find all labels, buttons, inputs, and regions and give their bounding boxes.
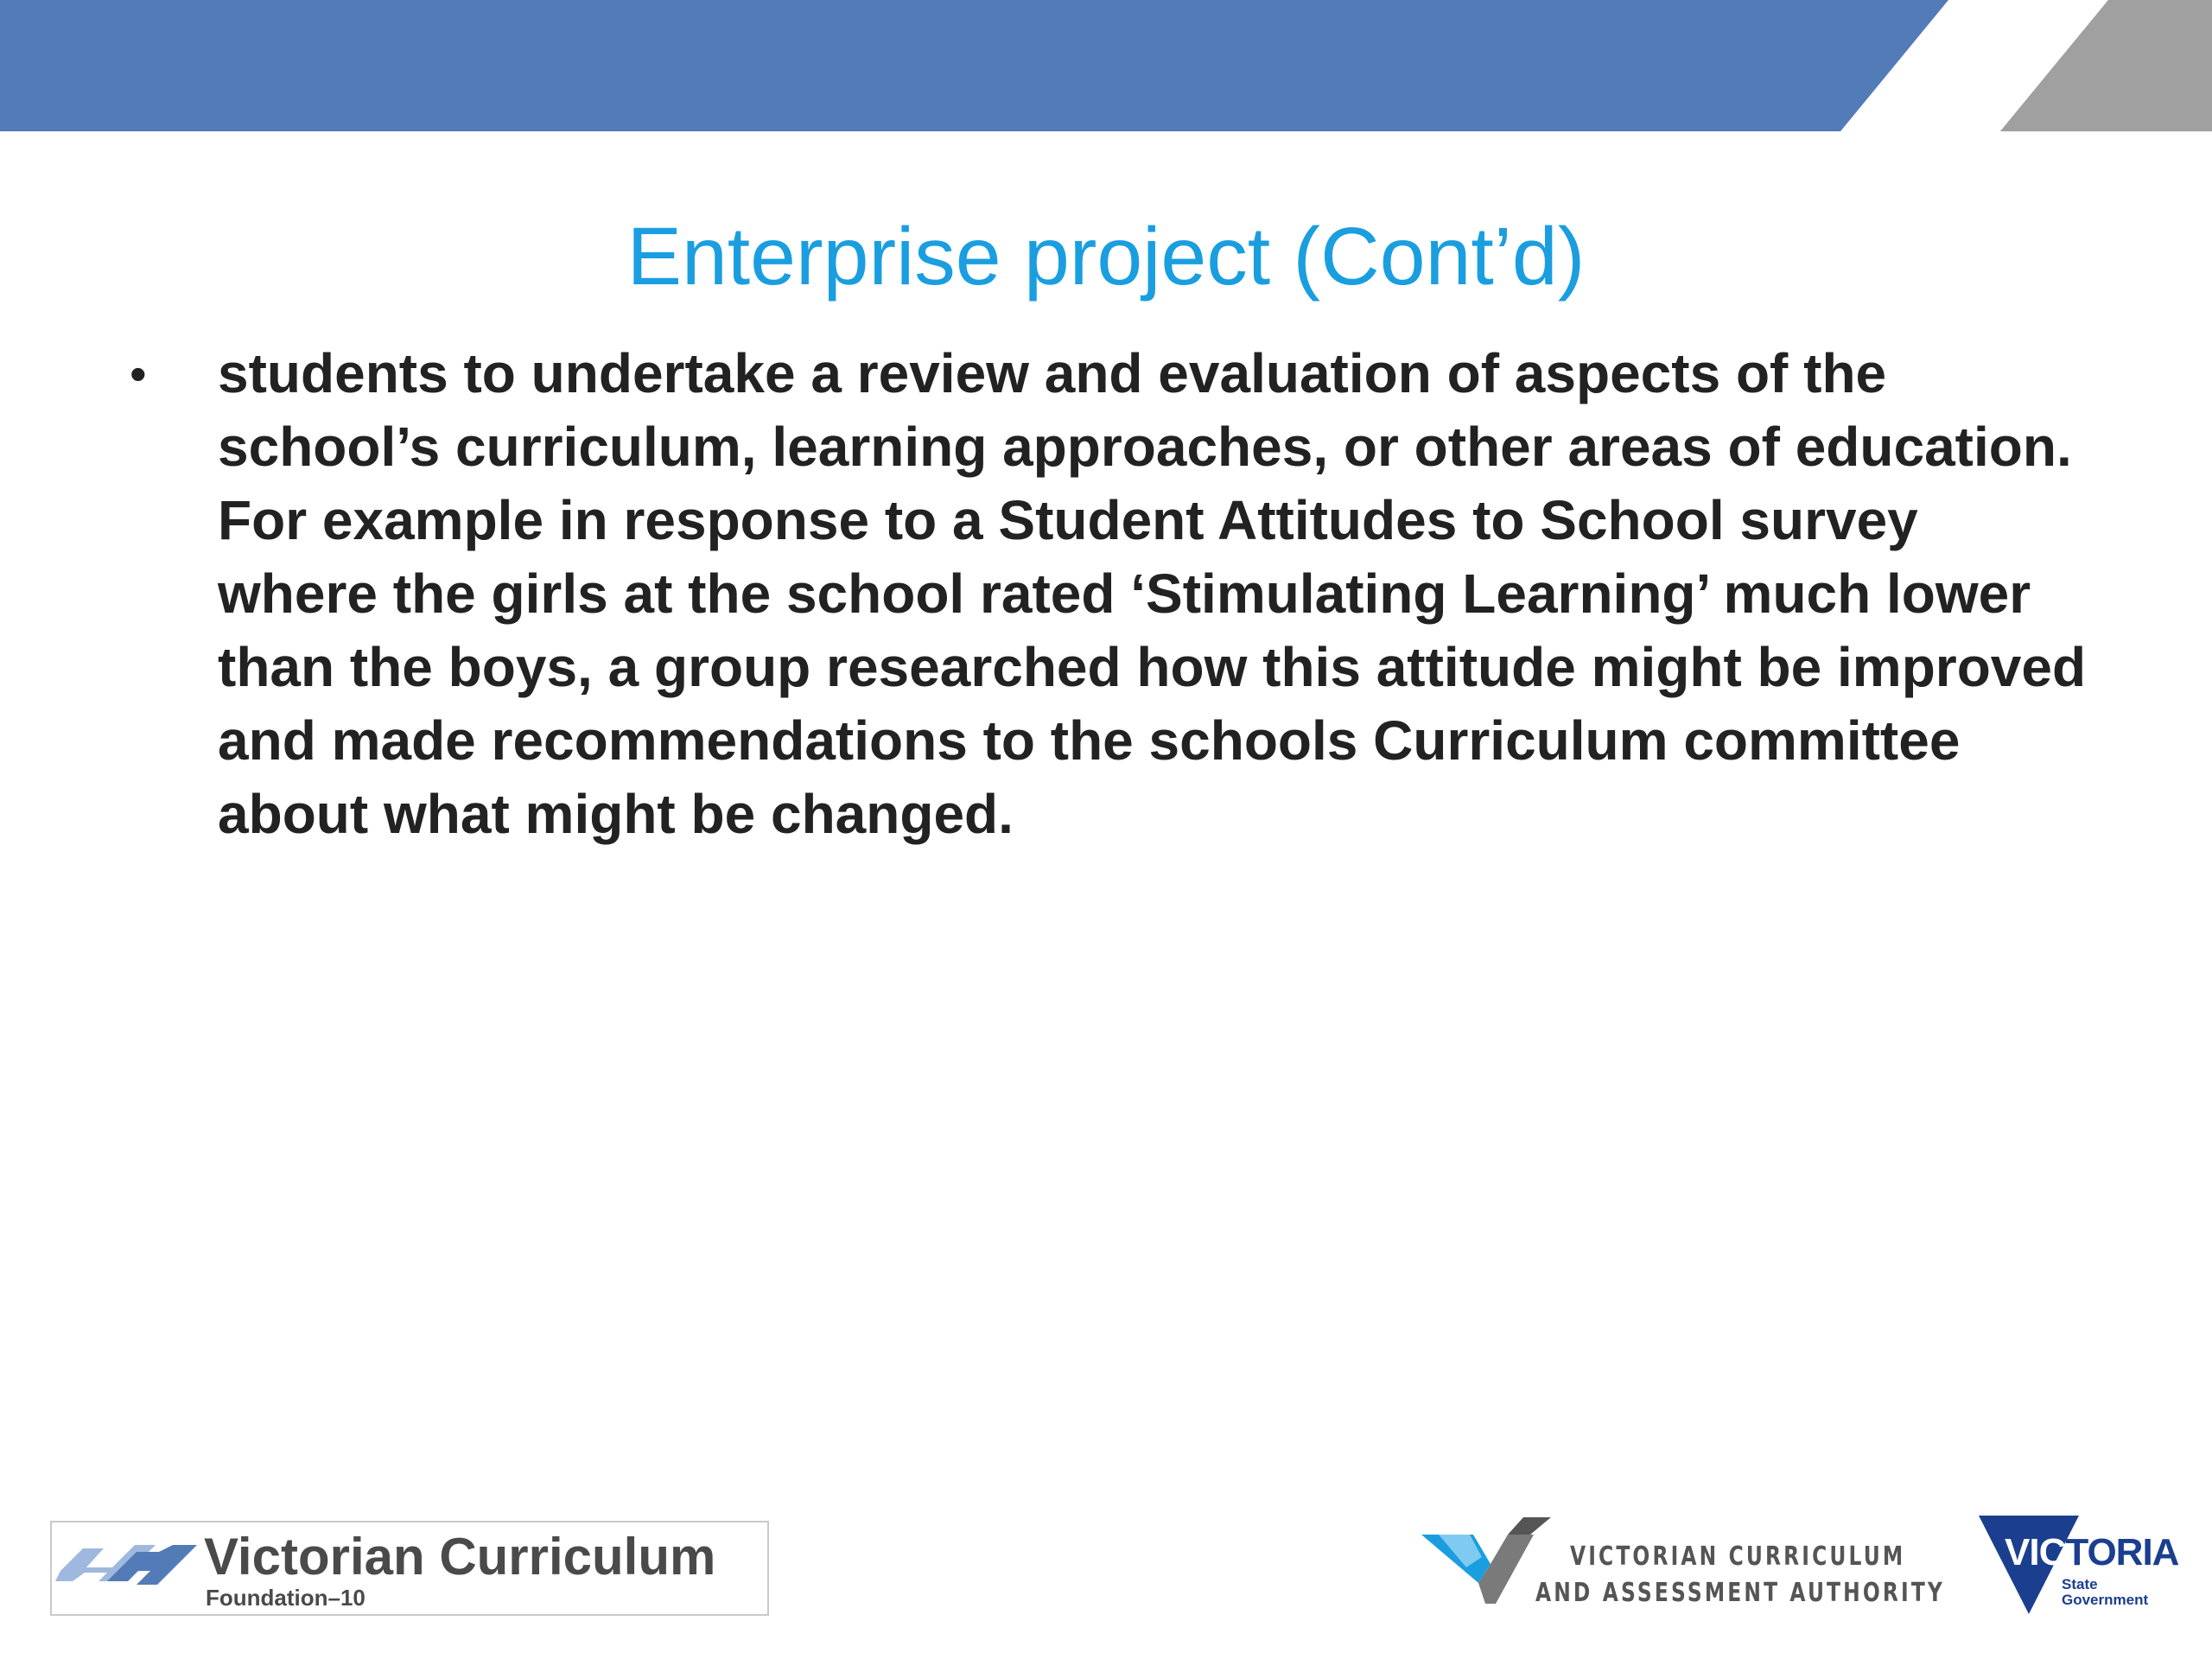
victoria-subtitle-government: Government [2062,1592,2149,1608]
vc-logo-name: Victorian Curriculum [204,1528,716,1586]
bullet-list [130,337,2091,851]
vcaa-logo-line1: VICTORIAN CURRICULUM [1570,1541,1906,1572]
victoria-subtitle-state: State [2062,1576,2098,1592]
slide-title: Enterprise project (Cont’d) [626,211,1586,302]
vcaa-logo [1421,1514,1945,1609]
victoria-wordmark-part1: VIC [2005,1531,2066,1573]
bullet-marker: • [130,346,147,401]
victoria-wordmark [2005,1531,2178,1574]
victoria-state-government-logo [1979,1512,2179,1624]
victorian-curriculum-logo [50,1521,769,1616]
bullet-item [130,337,2091,851]
vcaa-logo-line2: AND ASSESSMENT AUTHORITY [1535,1578,1945,1608]
vc-logo-subtitle: Foundation–10 [206,1585,365,1611]
victoria-wordmark-part2: TORIA [2065,1531,2179,1573]
bullet-text: students to undertake a review and evaluation of aspects of the school’s curriculum, learning approaches, or other areas of education. For example in response to a Student Attitudes to School survey where the girls at the school rated ‘Stimulating Learning’ much lower than the boys, a group researched how this attitude might be improved and made recommendations to the schools Curriculum committee about what might be changed. [218,342,2087,845]
header-band [0,0,2212,131]
